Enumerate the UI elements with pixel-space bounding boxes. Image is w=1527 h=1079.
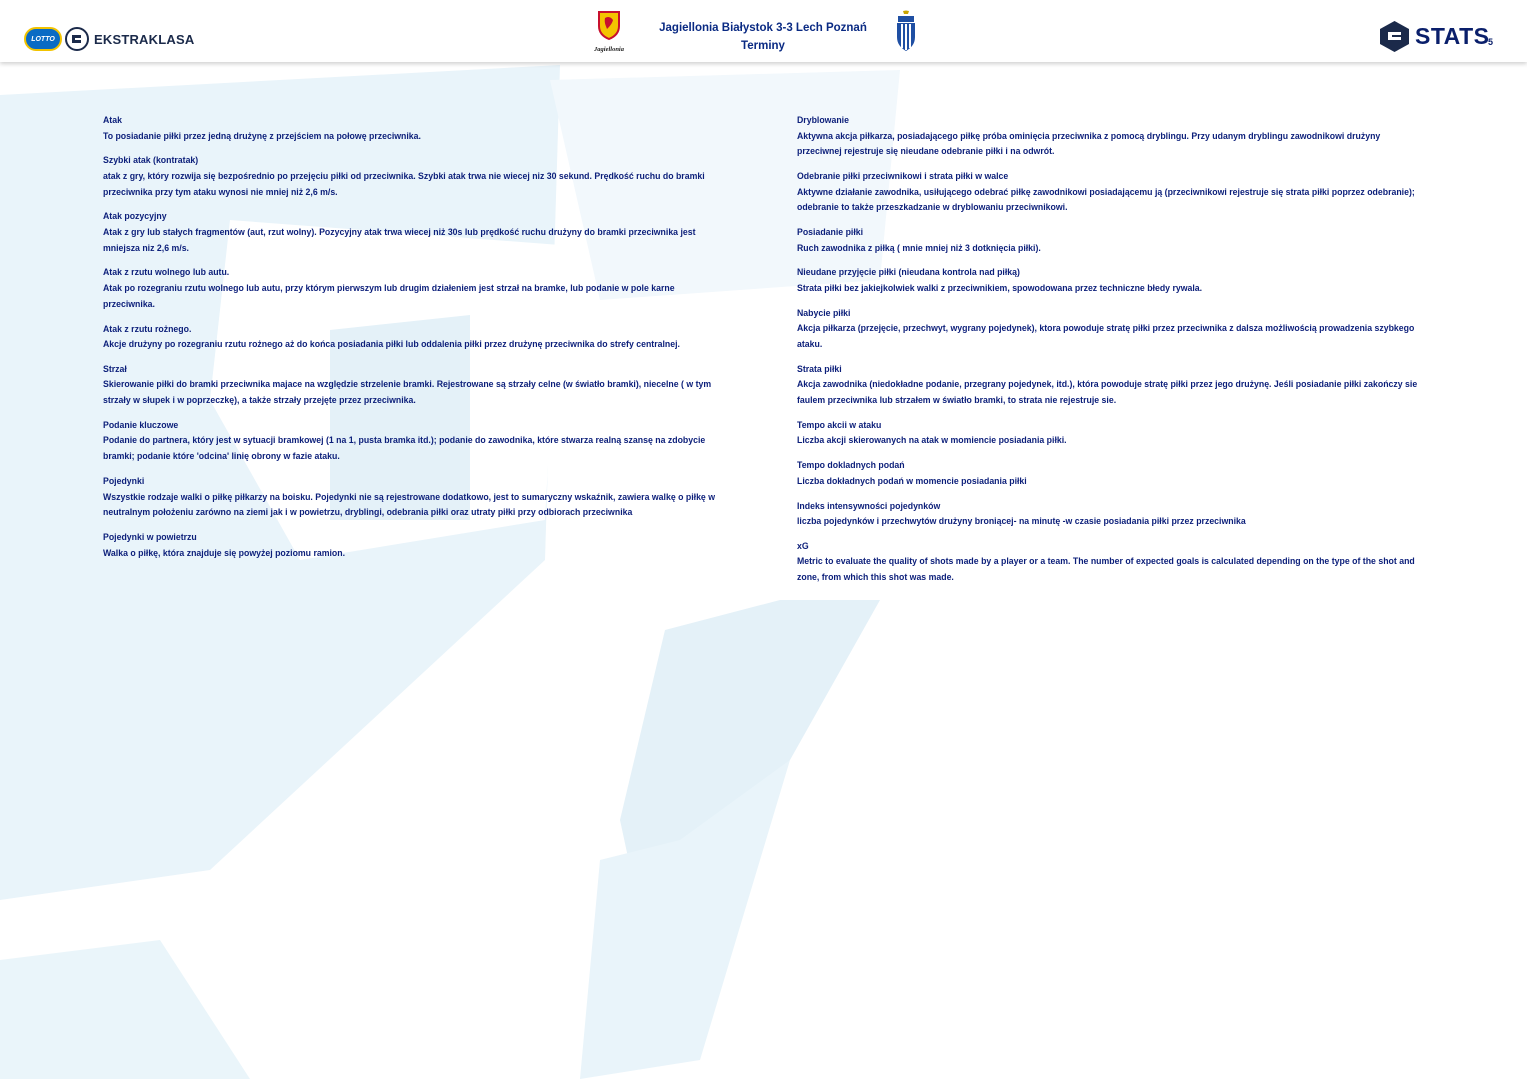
term-entry: [797, 539, 1422, 586]
term-title: Tempo akcii w ataku: [797, 419, 882, 431]
term-entry: [797, 306, 1422, 353]
term-title: Strzał: [103, 363, 127, 375]
home-team-crest: [596, 10, 622, 54]
match-line: Jagiellonia Białystok 3-3 Lech Poznań: [659, 22, 867, 34]
term-title: Atak: [103, 115, 122, 126]
term-title: Pojedynki: [103, 476, 145, 488]
term-definition: Aktywna akcja piłkarza, posiadającego piłkę próba ominięcia przeciwnika z pomocą dryblingu. Przy udanym dryblingu zawodnikowi drużyny przeciwnej rejestruje się nieudane odebranie piłki i na odwrót.: [797, 130, 1381, 158]
term-definition: Atak po rozegraniu rzutu wolnego lub autu, przy którym pierwszym lub drugim działeniem jest strzał na bramke, lub podanie w pole karne przeciwnika.: [103, 282, 675, 310]
term-title: Atak z rzutu wolnego lub autu.: [103, 267, 230, 279]
terms-column-left: [103, 113, 733, 570]
term-entry: [797, 169, 1422, 216]
term-definition: Akcja zawodnika (niedokładne podanie, przegrany pojedynek, itd.), która powoduje stratę piłki przez jego drużynę. Jeśli posiadanie piłki zakończy sie faulem przeciwnika lub strzałem w światło bramki, to strata nie rejestruje sie.: [797, 379, 1418, 407]
term-entry: [103, 322, 733, 353]
term-definition: Walka o piłkę, która znajduje się powyżej poziomu ramion.: [103, 547, 346, 559]
term-entry: [103, 153, 733, 200]
term-entry: [797, 113, 1422, 160]
jagiellonia-caption: Jagiellonia: [594, 46, 624, 53]
term-definition: Aktywne działanie zawodnika, usiłującego odebrać piłkę zawodnikowi posiadającemu ją (przeciwnikowi rejestruje się strata piłki poprzez odebranie); odebranie to także przeszkadzanie w dryblowaniu przeciwnikowi.: [797, 186, 1415, 214]
term-definition: atak z gry, który rozwija się bezpośrednio po przejęciu piłki od przeciwnika. Szybki atak trwa nie wiecej niz 30 sekund. Prędkość ruchu do bramki przeciwnika przy tym ataku wynosi nie mniej niż 2,6 m/s.: [103, 170, 705, 198]
term-definition: Metric to evaluate the quality of shots made by a player or a team. The number of expected goals is calculated depending on the type of the shot and zone, from which this shot was made.: [797, 556, 1415, 584]
match-title: [640, 19, 886, 55]
term-title: Szybki atak (kontratak): [103, 155, 199, 167]
term-title: Atak pozycyjny: [103, 211, 167, 223]
term-entry: [103, 530, 733, 561]
term-title: Dryblowanie: [797, 115, 849, 126]
term-definition: Strata piłki bez jakiejkolwiek walki z przeciwnikiem, spowodowana przez techniczne błedy rywala.: [797, 282, 1203, 294]
section-title: Terminy: [741, 40, 785, 52]
term-title: Podanie kluczowe: [103, 419, 179, 431]
page-number: 5: [1488, 37, 1494, 47]
term-entry: [797, 225, 1422, 256]
term-definition: Skierowanie piłki do bramki przeciwnika majace na względzie strzelenie bramki. Rejestrowane są strzały celne (w światło bramki), niecelne ( w tym strzały w słupek i w poprzeczkę), a także strzały przejęte przez przeciwnika.: [103, 379, 712, 407]
term-definition: To posiadanie piłki przez jedną drużynę z przejściem na połowę przeciwnika.: [103, 130, 421, 142]
stats-hexagon-icon: [1378, 20, 1411, 53]
ekstraklasa-ball-icon: [65, 27, 89, 51]
term-title: Odebranie piłki przeciwnikowi i strata piłki w walce: [797, 171, 1009, 183]
term-entry: [797, 418, 1422, 449]
league-name: EKSTRAKLASA: [94, 31, 195, 47]
term-title: Tempo dokladnych podań: [797, 460, 905, 472]
term-entry: [103, 113, 733, 144]
term-title: Indeks intensywności pojedynków: [797, 500, 941, 512]
term-title: Nieudane przyjęcie piłki (nieudana kontrola nad piłką): [797, 267, 1020, 279]
jagiellonia-crest-icon: [596, 10, 622, 54]
lotto-label: LOTTO: [31, 35, 55, 43]
lotto-badge: [24, 27, 62, 51]
term-title: xG: [797, 540, 809, 552]
term-title: Pojedynki w powietrzu: [103, 532, 197, 544]
term-title: Posiadanie piłki: [797, 227, 864, 239]
term-entry: [797, 362, 1422, 409]
term-definition: Podanie do partnera, który jest w sytuacji bramkowej (1 na 1, pusta bramka itd.); podanie do zawodnika, które stwarza realną szansę na zdobycie bramki; podanie które 'odcina' linię obrony w fazie ataku.: [103, 435, 706, 463]
term-entry: [797, 458, 1422, 489]
term-title: Atak z rzutu rożnego.: [103, 323, 192, 335]
lech-poznan-crest-icon: [893, 10, 919, 54]
term-entry: [103, 209, 733, 256]
term-entry: [103, 418, 733, 465]
term-definition: Liczba dokładnych podań w momencie posiadania piłki: [797, 475, 1027, 487]
stats-brand-text: STATS: [1415, 23, 1490, 49]
term-title: Strata piłki: [797, 363, 842, 375]
term-definition: Ruch zawodnika z piłką ( mnie mniej niż 3 dotknięcia piłki).: [797, 242, 1041, 254]
term-entry: [103, 362, 733, 409]
away-team-crest: [893, 10, 919, 54]
term-title: Nabycie piłki: [797, 307, 851, 319]
term-definition: Liczba akcji skierowanych na atak w momiencie posiadania piłki.: [797, 435, 1067, 447]
term-definition: Akcja piłkarza (przejęcie, przechwyt, wygrany pojedynek), ktora powoduje stratę piłki przez przeciwnika z dalsza możliwością prowadzenia szybkego ataku.: [797, 323, 1415, 351]
terms-column-right: [797, 113, 1422, 595]
term-entry: [103, 265, 733, 312]
term-entry: [797, 265, 1422, 296]
page-header: [0, 0, 1527, 62]
term-entry: [797, 499, 1422, 530]
term-definition: liczba pojedynków i przechwytów drużyny broniącej- na minutę -w czasie posiadania piłki przez przeciwnika: [797, 516, 1246, 528]
term-definition: Akcje drużyny po rozegraniu rzutu rożnego aż do końca posiadania piłki lub oddalenia piłki przez drużynę przeciwnika do strefy centralnej.: [103, 339, 680, 351]
term-definition: Atak z gry lub stałych fragmentów (aut, rzut wolny). Pozycyjny atak trwa wiecej niż 30s lub prędkość ruchu drużyny do bramki przeciwnika jest mniejsza niz 2,6 m/s.: [103, 226, 696, 254]
ekstraklasa-stats-logo: [1378, 20, 1489, 53]
term-definition: Wszystkie rodzaje walki o piłkę piłkarzy na boisku. Pojedynki nie są rejestrowane dodatkowo, jest to sumaryczny wskaźnik, zawiera walkę o piłkę w neutralnym położeniu zarówno na ziemi jak i w powietrzu, dryblingi, odebrania piłki oraz utraty piłki przy odbiorach przeciwnika: [103, 491, 716, 519]
ekstraklasa-logo: [24, 24, 194, 54]
term-entry: [103, 474, 733, 521]
